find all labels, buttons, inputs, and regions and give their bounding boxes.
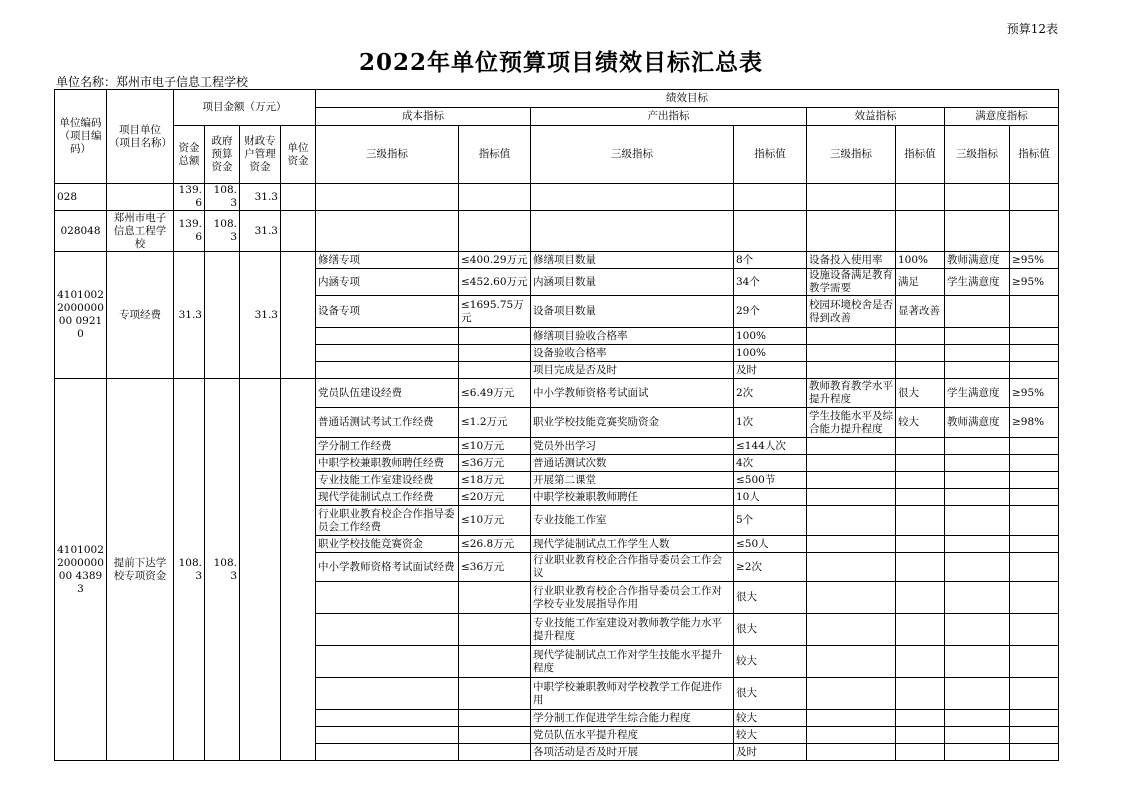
total-funds-cell: 139.6: [174, 211, 205, 252]
cost-indicator-cell: 职业学校技能竞赛资金: [316, 536, 459, 553]
output-indicator-cell: 党员外出学习: [531, 438, 734, 455]
cost-indicator-cell: 设备专项: [316, 296, 459, 328]
header-project-amount: 项目金额（万元）: [174, 90, 316, 126]
output-indicator-cell: 行业职业教育校企合作指导委员会工作会议: [531, 553, 734, 582]
satisfaction-value-cell: ≥98%: [1010, 408, 1059, 438]
table-row: [55, 184, 1059, 211]
benefit-indicator-cell: 教师教育教学水平提升程度: [807, 379, 896, 408]
output-indicator-cell: 学分制工作促进学生综合能力程度: [531, 710, 734, 727]
satisfaction-value-cell: [1010, 345, 1059, 362]
benefit-indicator-cell: [807, 328, 896, 345]
output-indicator-cell: 普通话测试次数: [531, 455, 734, 472]
satisfaction-value-cell: [1010, 614, 1059, 646]
header-row-1: [55, 90, 1059, 108]
header-satisfaction-indicator: 满意度指标: [945, 108, 1059, 126]
output-indicator-cell: 修缮项目数量: [531, 252, 734, 269]
cost-indicator-cell: [316, 727, 459, 744]
satisfaction-indicator-cell: [945, 296, 1010, 328]
benefit-indicator-cell: [807, 472, 896, 489]
output-value-cell: 较大: [734, 727, 807, 744]
benefit-indicator-cell: 学生技能水平及综合能力提升程度: [807, 408, 896, 438]
output-indicator-cell: 开展第二课堂: [531, 472, 734, 489]
output-value-cell: 100%: [734, 345, 807, 362]
benefit-value-cell: [896, 328, 945, 345]
output-value-cell: 很大: [734, 678, 807, 710]
cost-value-cell: [459, 582, 531, 614]
benefit-value-cell: [896, 553, 945, 582]
cost-indicator-cell: [316, 678, 459, 710]
header-unit-code: 单位编码（项目编码）: [55, 90, 107, 184]
benefit-value-cell: [896, 489, 945, 506]
cost-value-cell: ≤36万元: [459, 553, 531, 582]
benefit-value-cell: [896, 506, 945, 536]
cost-indicator-cell: 内涵专项: [316, 269, 459, 296]
header-cost-level3: 三级指标: [316, 126, 459, 184]
output-indicator-cell: 专业技能工作室建设对教师教学能力水平提升程度: [531, 614, 734, 646]
benefit-indicator-cell: [807, 345, 896, 362]
total-funds-cell: 108.3: [174, 379, 205, 761]
cost-indicator-cell: [316, 646, 459, 678]
benefit-value-cell: 满足: [896, 269, 945, 296]
satisfaction-indicator-cell: [945, 362, 1010, 379]
cost-indicator-cell: [316, 328, 459, 345]
project-code-cell: 4101002200000000 43893: [55, 379, 107, 761]
cost-value-cell: [459, 710, 531, 727]
cost-value-cell: ≤452.60万元: [459, 269, 531, 296]
output-value-cell: ≤500节: [734, 472, 807, 489]
cost-indicator-cell: 修缮专项: [316, 252, 459, 269]
project-name-cell: 专项经费: [107, 252, 174, 379]
cost-value-cell: ≤10万元: [459, 506, 531, 536]
benefit-value-cell: [896, 582, 945, 614]
project-code-cell: 4101002200000000 09210: [55, 252, 107, 379]
output-value-cell: 5个: [734, 506, 807, 536]
header-gov-budget: 政府预算资金: [205, 126, 240, 184]
benefit-indicator-cell: 校园环境校舍是否得到改善: [807, 296, 896, 328]
benefit-value-cell: [896, 727, 945, 744]
benefit-value-cell: [896, 362, 945, 379]
cost-indicator-cell: [316, 345, 459, 362]
cost-indicator-cell: [316, 744, 459, 761]
benefit-value-cell: 显著改善: [896, 296, 945, 328]
output-indicator-cell: 中职学校兼职教师对学校教学工作促进作用: [531, 678, 734, 710]
output-indicator-cell: 项目完成是否及时: [531, 362, 734, 379]
satisfaction-value-cell: [1010, 328, 1059, 345]
satisfaction-value-cell: [1010, 472, 1059, 489]
header-total-funds: 资金总额: [174, 126, 205, 184]
cost-indicator-cell: [316, 710, 459, 727]
form-code: 预算12表: [1006, 22, 1058, 36]
output-indicator-cell: 设备验收合格率: [531, 345, 734, 362]
satisfaction-value-cell: [1010, 553, 1059, 582]
benefit-value-cell: [896, 614, 945, 646]
cost-value-cell: [459, 727, 531, 744]
satisfaction-value-cell: [1010, 296, 1059, 328]
cost-value-cell: ≤6.49万元: [459, 379, 531, 408]
satisfaction-value-cell: [1010, 489, 1059, 506]
benefit-indicator-cell: [807, 744, 896, 761]
benefit-indicator-cell: [807, 438, 896, 455]
output-indicator-cell: 设备项目数量: [531, 296, 734, 328]
unit-name-cell: [107, 184, 174, 211]
unit-funds-cell: [281, 379, 316, 761]
satisfaction-indicator-cell: 学生满意度: [945, 269, 1010, 296]
benefit-value-cell: [896, 744, 945, 761]
cost-value-cell: ≤400.29万元: [459, 252, 531, 269]
output-indicator-cell: 党员队伍水平提升程度: [531, 727, 734, 744]
cost-value-cell: ≤1695.75万元: [459, 296, 531, 328]
satisfaction-value-cell: [1010, 727, 1059, 744]
cost-indicator-cell: 行业职业教育校企合作指导委员会工作经费: [316, 506, 459, 536]
benefit-value-cell: 较大: [896, 408, 945, 438]
special-account-cell: 31.3: [240, 211, 281, 252]
cost-indicator-cell: 中小学教师资格考试面试经费: [316, 553, 459, 582]
header-cost-indicator: 成本指标: [316, 108, 531, 126]
cost-value-cell: [459, 678, 531, 710]
gov-budget-cell: 108.3: [205, 379, 240, 761]
table-row: [55, 252, 1059, 269]
benefit-value-cell: [896, 536, 945, 553]
satisfaction-indicator-cell: 教师满意度: [945, 252, 1010, 269]
header-benefit-indicator: 效益指标: [807, 108, 945, 126]
cost-indicator-cell: [316, 362, 459, 379]
cost-indicator-cell: 党员队伍建设经费: [316, 379, 459, 408]
output-indicator-cell: 各项活动是否及时开展: [531, 744, 734, 761]
output-value-cell: 及时: [734, 744, 807, 761]
satisfaction-value-cell: [1010, 536, 1059, 553]
unit-code-cell: 028: [55, 184, 107, 211]
benefit-indicator-cell: [807, 727, 896, 744]
output-indicator-cell: 修缮项目验收合格率: [531, 328, 734, 345]
output-value-cell: 2次: [734, 379, 807, 408]
benefit-indicator-cell: 设备投入使用率: [807, 252, 896, 269]
satisfaction-indicator-cell: [945, 582, 1010, 614]
output-value-cell: 8个: [734, 252, 807, 269]
output-value-cell: 较大: [734, 710, 807, 727]
gov-budget-cell: 108.3: [205, 184, 240, 211]
benefit-indicator-cell: 设施设备满足教育教学需要: [807, 269, 896, 296]
benefit-value-cell: [896, 345, 945, 362]
output-indicator-cell: 内涵项目数量: [531, 269, 734, 296]
header-row-3: [55, 126, 1059, 184]
output-indicator-cell: 现代学徒制试点工作对学生技能水平提升程度: [531, 646, 734, 678]
satisfaction-value-cell: ≥95%: [1010, 269, 1059, 296]
output-indicator-cell: 中小学教师资格考试面试: [531, 379, 734, 408]
project2-section: [55, 379, 1059, 761]
output-indicator-cell: 专业技能工作室: [531, 506, 734, 536]
cost-indicator-cell: 普通话测试考试工作经费: [316, 408, 459, 438]
gov-budget-cell: 108.3: [205, 211, 240, 252]
cost-indicator-cell: 中职学校兼职教师聘任经费: [316, 455, 459, 472]
output-indicator-cell: 现代学徒制试点工作学生人数: [531, 536, 734, 553]
satisfaction-indicator-cell: 教师满意度: [945, 408, 1010, 438]
header-unit-funds: 单位资金: [281, 126, 316, 184]
output-value-cell: 较大: [734, 646, 807, 678]
satisfaction-indicator-cell: 学生满意度: [945, 379, 1010, 408]
satisfaction-indicator-cell: [945, 536, 1010, 553]
cost-value-cell: ≤26.8万元: [459, 536, 531, 553]
benefit-indicator-cell: [807, 362, 896, 379]
satisfaction-value-cell: [1010, 646, 1059, 678]
header-output-value: 指标值: [734, 126, 807, 184]
satisfaction-value-cell: ≥95%: [1010, 379, 1059, 408]
benefit-value-cell: [896, 710, 945, 727]
output-value-cell: ≤50人: [734, 536, 807, 553]
satisfaction-value-cell: [1010, 438, 1059, 455]
output-value-cell: 34个: [734, 269, 807, 296]
project-name-cell: 提前下达学校专项资金: [107, 379, 174, 761]
satisfaction-indicator-cell: [945, 506, 1010, 536]
output-value-cell: ≤144人次: [734, 438, 807, 455]
output-value-cell: 10人: [734, 489, 807, 506]
special-account-cell: [240, 379, 281, 761]
output-value-cell: 29个: [734, 296, 807, 328]
unit-code-cell: 028048: [55, 211, 107, 252]
unit-name: 单位名称：郑州市电子信息工程学校: [56, 75, 249, 89]
benefit-indicator-cell: [807, 553, 896, 582]
unit-funds-cell: [281, 211, 316, 252]
cost-value-cell: [459, 744, 531, 761]
output-value-cell: ≥2次: [734, 553, 807, 582]
header-benefit-value: 指标值: [896, 126, 945, 184]
header-output-level3: 三级指标: [531, 126, 734, 184]
header-satisfaction-value: 指标值: [1010, 126, 1059, 184]
benefit-value-cell: [896, 438, 945, 455]
satisfaction-value-cell: [1010, 506, 1059, 536]
header-output-indicator: 产出指标: [531, 108, 807, 126]
satisfaction-indicator-cell: [945, 744, 1010, 761]
header-satisfaction-level3: 三级指标: [945, 126, 1010, 184]
cost-value-cell: [459, 328, 531, 345]
satisfaction-indicator-cell: [945, 489, 1010, 506]
benefit-indicator-cell: [807, 536, 896, 553]
special-account-cell: 31.3: [240, 184, 281, 211]
cost-value-cell: ≤1.2万元: [459, 408, 531, 438]
page-title: 2022年单位预算项目绩效目标汇总表: [358, 49, 763, 76]
satisfaction-indicator-cell: [945, 678, 1010, 710]
benefit-indicator-cell: [807, 455, 896, 472]
cost-value-cell: ≤18万元: [459, 472, 531, 489]
header-cost-value: 指标值: [459, 126, 531, 184]
satisfaction-value-cell: [1010, 362, 1059, 379]
output-indicator-cell: 行业职业教育校企合作指导委员会工作对学校专业发展指导作用: [531, 582, 734, 614]
unit-funds-cell: [281, 184, 316, 211]
cost-value-cell: ≤10万元: [459, 438, 531, 455]
benefit-value-cell: [896, 455, 945, 472]
benefit-indicator-cell: [807, 506, 896, 536]
satisfaction-value-cell: ≥95%: [1010, 252, 1059, 269]
output-value-cell: 100%: [734, 328, 807, 345]
header-performance-goal: 绩效目标: [316, 90, 1059, 108]
satisfaction-indicator-cell: [945, 553, 1010, 582]
table-row: [55, 379, 1059, 408]
gov-budget-cell: [205, 252, 240, 379]
satisfaction-value-cell: [1010, 710, 1059, 727]
output-value-cell: 很大: [734, 614, 807, 646]
header-project-unit: 项目单位（项目名称）: [107, 90, 174, 184]
cost-indicator-cell: 学分制工作经费: [316, 438, 459, 455]
satisfaction-indicator-cell: [945, 438, 1010, 455]
benefit-indicator-cell: [807, 710, 896, 727]
satisfaction-indicator-cell: [945, 345, 1010, 362]
benefit-value-cell: 100%: [896, 252, 945, 269]
project1-section: [55, 252, 1059, 379]
benefit-value-cell: [896, 646, 945, 678]
satisfaction-value-cell: [1010, 582, 1059, 614]
satisfaction-indicator-cell: [945, 646, 1010, 678]
output-indicator-cell: 职业学校技能竞赛奖励资金: [531, 408, 734, 438]
cost-indicator-cell: [316, 614, 459, 646]
satisfaction-indicator-cell: [945, 455, 1010, 472]
cost-value-cell: ≤36万元: [459, 455, 531, 472]
benefit-indicator-cell: [807, 678, 896, 710]
output-value-cell: 很大: [734, 582, 807, 614]
benefit-indicator-cell: [807, 646, 896, 678]
satisfaction-indicator-cell: [945, 472, 1010, 489]
benefit-indicator-cell: [807, 614, 896, 646]
output-indicator-cell: 中职学校兼职教师聘任: [531, 489, 734, 506]
cost-indicator-cell: 专业技能工作室建设经费: [316, 472, 459, 489]
satisfaction-value-cell: [1010, 678, 1059, 710]
special-account-cell: 31.3: [240, 252, 281, 379]
cost-value-cell: [459, 646, 531, 678]
unit-funds-cell: [281, 252, 316, 379]
header-special-account: 财政专户管理资金: [240, 126, 281, 184]
cost-value-cell: [459, 362, 531, 379]
benefit-value-cell: [896, 678, 945, 710]
benefit-value-cell: 很大: [896, 379, 945, 408]
cost-value-cell: ≤20万元: [459, 489, 531, 506]
header-benefit-level3: 三级指标: [807, 126, 896, 184]
satisfaction-indicator-cell: [945, 710, 1010, 727]
total-funds-cell: 31.3: [174, 252, 205, 379]
cost-indicator-cell: 现代学徒制试点工作经费: [316, 489, 459, 506]
satisfaction-value-cell: [1010, 744, 1059, 761]
performance-goal-table: [54, 89, 1059, 761]
satisfaction-indicator-cell: [945, 328, 1010, 345]
benefit-indicator-cell: [807, 582, 896, 614]
cost-value-cell: [459, 614, 531, 646]
unit-name-cell: 郑州市电子信息工程学校: [107, 211, 174, 252]
table-row: [55, 211, 1059, 252]
benefit-value-cell: [896, 472, 945, 489]
output-value-cell: 及时: [734, 362, 807, 379]
output-value-cell: 1次: [734, 408, 807, 438]
cost-indicator-cell: [316, 582, 459, 614]
satisfaction-indicator-cell: [945, 727, 1010, 744]
total-funds-cell: 139.6: [174, 184, 205, 211]
satisfaction-indicator-cell: [945, 614, 1010, 646]
cost-value-cell: [459, 345, 531, 362]
benefit-indicator-cell: [807, 489, 896, 506]
satisfaction-value-cell: [1010, 455, 1059, 472]
output-value-cell: 4次: [734, 455, 807, 472]
